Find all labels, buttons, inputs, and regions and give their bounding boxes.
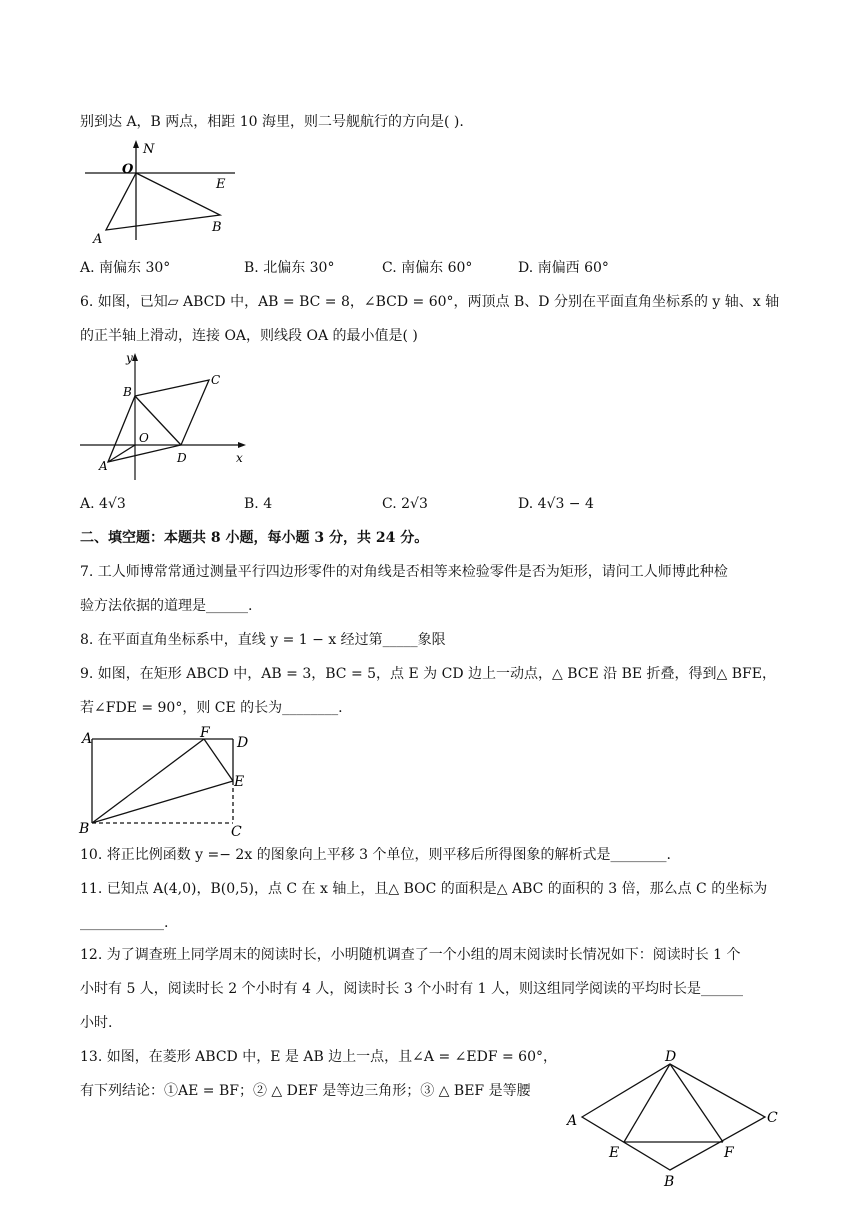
q13-label-A: A	[567, 1113, 578, 1129]
q9-line-2: 若∠FDE = 90°，则 CE 的长为________.	[80, 700, 343, 716]
q9-label-D: D	[237, 735, 249, 751]
q6-option-d: D. 4√3 − 4	[518, 496, 594, 512]
q9-label-A: A	[82, 731, 93, 747]
q13-label-E: E	[609, 1145, 620, 1161]
q7-line-2: 验方法依据的道理是______.	[80, 598, 253, 614]
q6-label-O: O	[139, 431, 149, 445]
q9-line-1: 9. 如图，在矩形 ABCD 中，AB = 3，BC = 5，点 E 为 CD 边上一动点，△ BCE 沿 BE 折叠，得到△ BFE，	[80, 666, 776, 682]
q5-label-B: B	[212, 220, 222, 235]
q13-label-C: C	[767, 1110, 778, 1126]
q5-figure	[80, 140, 240, 250]
q9-label-F: F	[200, 725, 210, 741]
q5-option-a: A. 南偏东 30°	[80, 260, 171, 276]
q6-option-a: A. 4√3	[80, 496, 126, 512]
q5-option-d: D. 南偏西 60°	[518, 260, 609, 276]
q11-line-2: ____________.	[80, 915, 169, 931]
q7-line-1: 7. 工人师博常常通过测量平行四边形零件的对角线是否相等来检验零件是否为矩形，请问工人师博此种检	[80, 564, 728, 580]
q9-label-B: B	[79, 821, 90, 837]
q6-option-b: B. 4	[244, 496, 273, 512]
q13-line-2: 有下列结论：①AE = BF；② △ DEF 是等边三角形；③ △ BEF 是等腰	[80, 1083, 531, 1099]
q12-line-3: 小时.	[80, 1015, 113, 1031]
q13-figure	[560, 1044, 785, 1216]
q5-option-c: C. 南偏东 60°	[382, 260, 473, 276]
q6-label-A: A	[99, 459, 108, 473]
q6-line-2: 的正半轴上滑动，连接 OA，则线段 OA 的最小值是( )	[80, 328, 418, 344]
q6-label-x: x	[236, 451, 243, 465]
q5-stem: 别到达 A，B 两点，相距 10 海里，则二号舰航行的方向是( ).	[80, 114, 464, 130]
q9-figure	[78, 724, 258, 839]
q12-line-1: 12. 为了调查班上同学周末的阅读时长，小明随机调查了一个小组的周末阅读时长情况如下：阅读时长 1 个	[80, 947, 741, 963]
q6-option-c: C. 2√3	[382, 496, 428, 512]
q9-label-E: E	[234, 774, 245, 790]
q6-label-D: D	[177, 451, 187, 465]
q5-label-A: A	[93, 232, 103, 247]
q9-label-C: C	[231, 824, 242, 839]
q5-option-b: B. 北偏东 30°	[244, 260, 335, 276]
q6-label-B: B	[123, 385, 132, 399]
section-2-heading: 二、填空题：本题共 8 小题，每小题 3 分，共 24 分。	[80, 530, 429, 546]
q10-line-1: 10. 将正比例函数 y =− 2x 的图象向上平移 3 个单位，则平移后所得图象的解析式是________.	[80, 847, 671, 863]
q6-label-y: y	[126, 351, 133, 365]
q6-label-C: C	[211, 373, 221, 387]
q8-line-1: 8. 在平面直角坐标系中，直线 y = 1 − x 经过第_____象限	[80, 632, 446, 648]
q12-line-2: 小时有 5 人，阅读时长 2 个小时有 4 人，阅读时长 3 个小时有 1 人，则这组同学阅读的平均时长是______	[80, 981, 744, 997]
q13-label-B: B	[664, 1174, 675, 1190]
q6-line-1: 6. 如图，已知▱ ABCD 中，AB = BC = 8，∠BCD = 60°，两顶点 B、D 分别在平面直角坐标系的 y 轴、x 轴	[80, 294, 780, 310]
q6-figure	[78, 350, 248, 485]
q11-line-1: 11. 已知点 A(4,0)，B(0,5)，点 C 在 x 轴上，且△ BOC 的面积是△ ABC 的面积的 3 倍，那么点 C 的坐标为	[80, 881, 768, 897]
q13-label-F: F	[724, 1145, 734, 1161]
q5-label-E: E	[216, 177, 226, 192]
q13-label-D: D	[665, 1049, 677, 1065]
q5-label-N: N	[143, 142, 155, 157]
q13-line-1: 13. 如图，在菱形 ABCD 中，E 是 AB 边上一点，且∠A = ∠EDF = 60°，	[80, 1049, 557, 1065]
q5-label-O: O	[122, 162, 134, 177]
